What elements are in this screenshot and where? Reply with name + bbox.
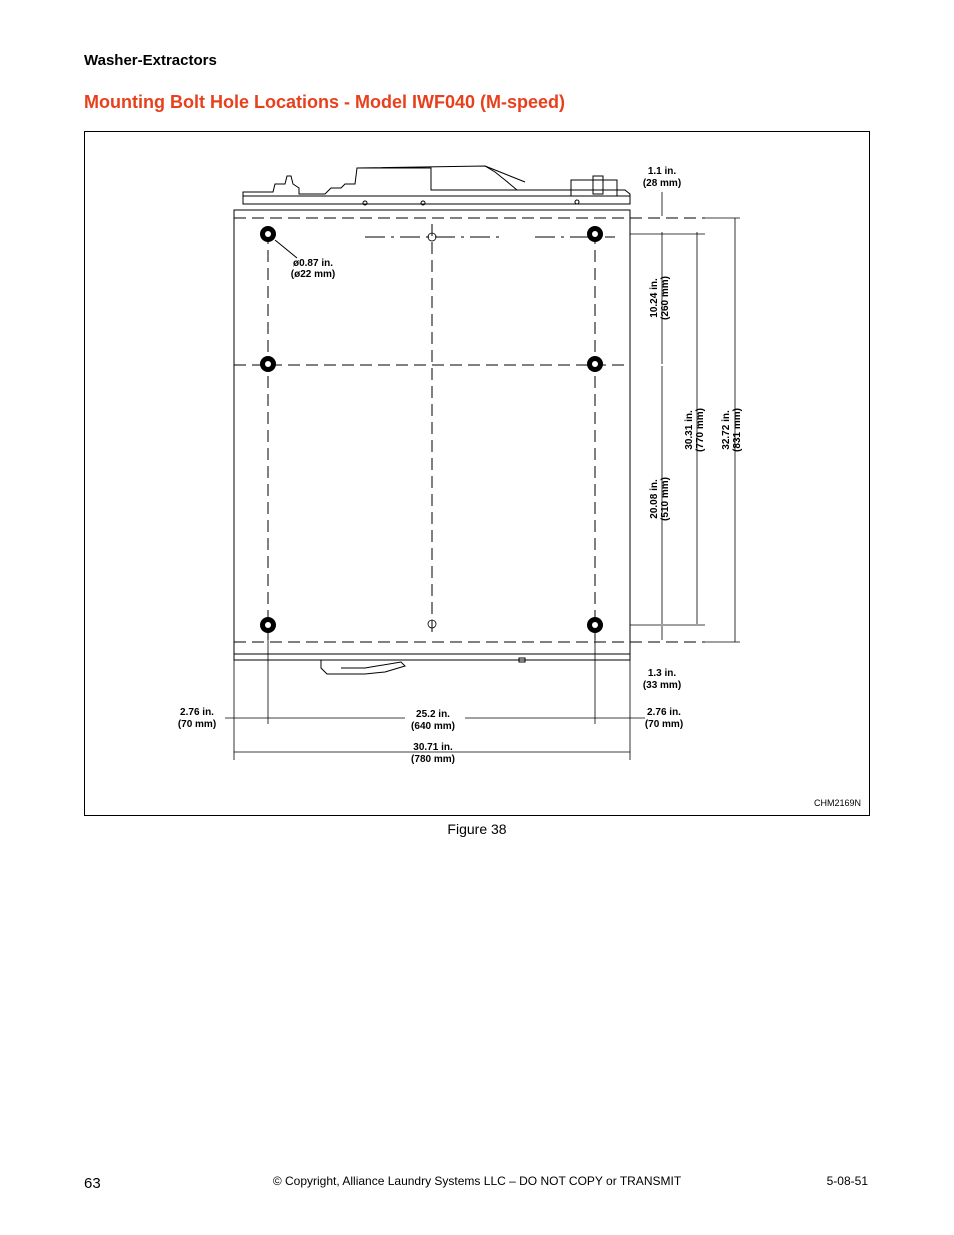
dim-hole-span-mm: (770 mm): [695, 408, 706, 452]
figure-frame: [84, 131, 870, 816]
mounting-diagram: [85, 132, 869, 815]
dim-left-offset-mm: (70 mm): [177, 719, 217, 730]
dim-overall-width-in: 30.71 in.: [413, 742, 453, 753]
dim-lower-spacing-mm: (510 mm): [660, 477, 671, 521]
dim-lower-spacing-in: 20.08 in.: [649, 479, 660, 519]
dim-bottom-offset-mm: (33 mm): [642, 680, 682, 691]
drawing-id: CHM2169N: [813, 798, 861, 808]
dim-overall-depth-mm: (831 mm): [732, 408, 743, 452]
dim-left-offset-in: 2.76 in.: [180, 707, 214, 718]
dim-hole-dia-in: ø0.87 in.: [292, 258, 334, 269]
dim-right-offset-mm: (70 mm): [644, 719, 684, 730]
dim-hole-width-mm: (640 mm): [411, 721, 455, 732]
dim-right-offset-in: 2.76 in.: [647, 707, 681, 718]
dim-upper-spacing-in: 10.24 in.: [649, 278, 660, 318]
dim-overall-depth-in: 32.72 in.: [721, 410, 732, 450]
dim-hole-dia-mm: (ø22 mm): [290, 269, 336, 280]
dim-hole-width-in: 25.2 in.: [416, 709, 450, 720]
page-number: 63: [84, 1175, 101, 1192]
document-number: 5-08-51: [826, 1174, 868, 1188]
dim-bottom-offset-in: 1.3 in.: [647, 668, 677, 679]
dim-top-offset-mm: (28 mm): [642, 178, 682, 189]
copyright-notice: © Copyright, Alliance Laundry Systems LLC – DO NOT COPY or TRANSMIT: [272, 1174, 682, 1188]
page-title: Mounting Bolt Hole Locations - Model IWF040 (M-speed): [84, 92, 565, 112]
figure-caption: Figure 38: [447, 821, 507, 837]
dim-upper-spacing-mm: (260 mm): [660, 276, 671, 320]
section-header: Washer-Extractors: [84, 52, 217, 69]
dim-overall-width-mm: (780 mm): [411, 754, 455, 765]
dim-hole-span-in: 30.31 in.: [684, 410, 695, 450]
dim-top-offset-in: 1.1 in.: [647, 166, 677, 177]
